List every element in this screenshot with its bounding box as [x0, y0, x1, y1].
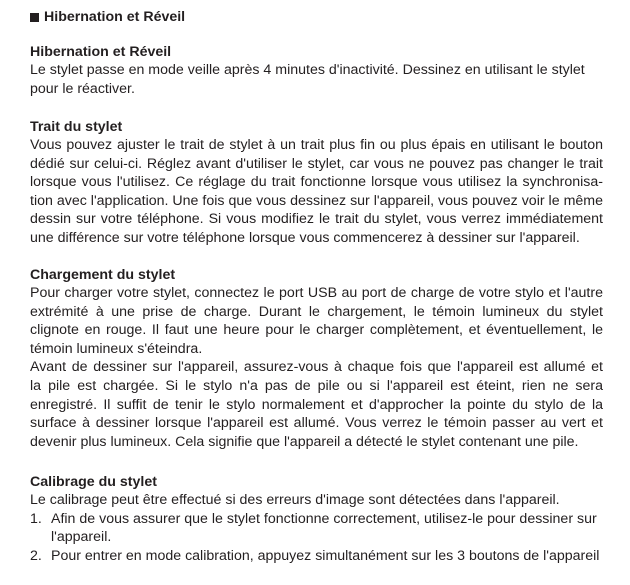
- text-line: lorsque vous l'utilisez. Ce réglage du trait fonctionne lorsque vous utilisez la synchronisa-: [30, 174, 603, 191]
- section-title: Calibrage du stylet: [30, 474, 157, 490]
- text-line: extrémité à une prise de charge. Durant le chargement, le témoin lumineux du stylet: [30, 303, 603, 320]
- paragraph: [30, 284, 603, 358]
- paragraph: [30, 358, 603, 451]
- list-item: [30, 510, 603, 547]
- list-text: [51, 510, 603, 547]
- list-number: 2.: [30, 547, 42, 564]
- text-line: enregistré. Il suffit de tenir le stylo normalement et d'approcher la pointe du stylo de la: [30, 396, 603, 413]
- section-title: Chargement du stylet: [30, 267, 176, 283]
- section-title: Trait du stylet: [30, 119, 123, 135]
- top-heading-text: Hibernation et Réveil: [44, 9, 186, 25]
- section-title: Hibernation et Réveil: [30, 44, 172, 60]
- list-number: 1.: [30, 510, 42, 527]
- top-heading: [30, 8, 185, 26]
- section-calibrage: [30, 473, 603, 565]
- text-line: tion avec l'application. Une fois que vous dessinez sur l'appareil, vous pouvez voir le même: [30, 192, 603, 209]
- text-line: pour le réactiver.: [30, 80, 135, 97]
- text-line: la pile est chargée. Si le stylo n'a pas de pile ou si l'appareil est éteint, rien ne sera: [30, 377, 603, 394]
- text-line: l'appareil.: [51, 529, 112, 546]
- text-line: Afin de vous assurer que le stylet fonctionne correctement, utilisez-le pour dessiner sur: [51, 510, 597, 527]
- text-line: Avant de dessiner sur l'appareil, assurez-vous à chaque fois que l'appareil est allumé et: [30, 359, 603, 376]
- section-hibernation: [30, 43, 603, 98]
- list-text: [51, 547, 603, 566]
- text-line: Le stylet passe en mode veille après 4 minutes d'inactivité. Dessinez en utilisant le stylet: [30, 62, 585, 78]
- text-line: Vous pouvez ajuster le trait de stylet à un trait plus fin ou plus épais en utilisant le bouton: [30, 137, 603, 153]
- text-line: dédié sur celui-ci. Réglez avant d'utiliser le stylet, car vous ne pouvez pas changer le trait: [30, 155, 603, 172]
- text-line: Pour entrer en mode calibration, appuyez simultanément sur les 3 boutons de l'appareil: [51, 547, 600, 564]
- text-line: clignote en rouge. Il faut une heure pour le charger complètement, et éventuellement, le: [30, 322, 603, 339]
- text-line: Le calibrage peut être effectué si des erreurs d'image sont détectées dans l'appareil.: [30, 492, 560, 508]
- section-trait: [30, 118, 603, 248]
- text-line: surface à dessiner lorsque l'appareil est allumé. Vous verrez le témoin passer au vert et: [30, 415, 603, 432]
- list-item: [30, 547, 603, 566]
- square-bullet-icon: [30, 13, 39, 22]
- text-line: Pour charger votre stylet, connectez le port USB au port de charge de votre stylo et l'autre: [30, 285, 603, 301]
- text-line: devenir plus lumineux. Cela signifie que l'appareil a détecté le stylet contenant une pile.: [30, 433, 579, 450]
- text-line: une différence sur votre téléphone lorsque vous commencerez à dessiner sur l'appareil.: [30, 229, 580, 246]
- section-chargement: [30, 266, 603, 451]
- text-line: témoin lumineux s'éteindra.: [30, 340, 203, 357]
- text-line: dessin sur votre téléphone. Si vous modifiez le trait du stylet, vous verrez immédiatement: [30, 211, 603, 228]
